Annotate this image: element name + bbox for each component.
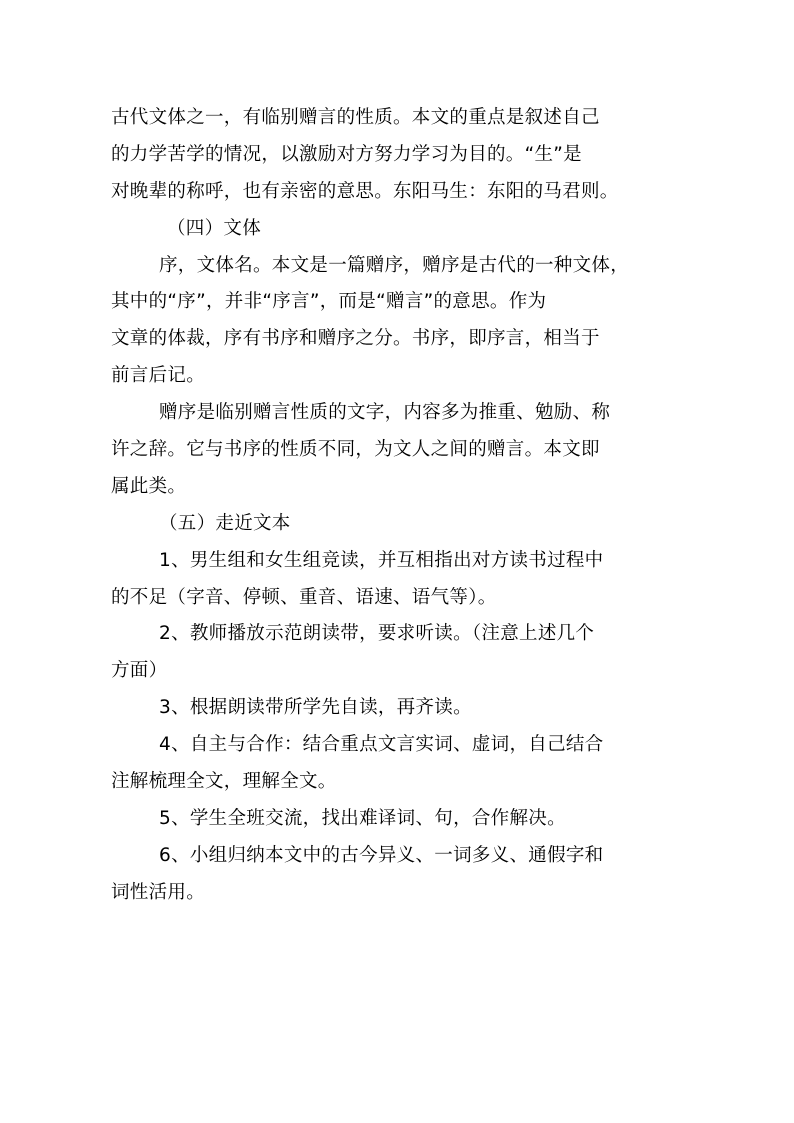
paragraph-line: 其中的“序”，并非“序言”，而是“赠言”的意思。作为 — [111, 291, 547, 313]
list-item-2: 2、教师播放示范朗读带，要求听读。（注意上述几个 — [159, 623, 595, 645]
list-item-4: 4、自主与合作：结合重点文言实词、虚词，自己结合 — [159, 734, 604, 756]
document-body — [111, 100, 686, 912]
list-item-5: 5、学生全班交流，找出难译词、句，合作解决。 — [159, 807, 566, 829]
list-item-4-cont: 注解梳理全文，理解全文。 — [111, 771, 337, 793]
list-item-1-cont: 的不足（字音、停顿、重音、语速、语气等）。 — [111, 586, 497, 608]
paragraph-line: 的力学苦学的情况，以激励对方努力学习为目的。“生”是 — [111, 143, 582, 165]
paragraph-line: 古代文体之一，有临别赠言的性质。本文的重点是叙述自己 — [111, 107, 600, 128]
paragraph-line: 序，文体名。本文是一篇赠序，赠序是古代的一种文体， — [159, 254, 630, 276]
list-item-6: 6、小组归纳本文中的古今异义、一词多义、通假字和 — [159, 844, 604, 866]
paragraph-line: 前言后记。 — [111, 365, 206, 387]
list-item-1: 1、男生组和女生组竞读，并互相指出对方读书过程中 — [159, 549, 604, 571]
section-heading-4: （四）文体 — [167, 217, 262, 239]
paragraph-line: 许之辞。它与书序的性质不同，为文人之间的赠言。本文即 — [111, 439, 600, 461]
paragraph-line: 属此类。 — [111, 475, 187, 497]
list-item-3: 3、根据朗读带所学先自读，再齐读。 — [159, 697, 472, 719]
section-heading-5: （五）走近文本 — [159, 512, 291, 534]
paragraph-line: 对晚辈的称呼，也有亲密的意思。东阳马生：东阳的马君则。 — [111, 180, 619, 202]
list-item-6-cont: 词性活用。 — [111, 881, 206, 903]
paragraph-line: 文章的体裁，序有书序和赠序之分。书序，即序言，相当于 — [111, 328, 600, 350]
list-item-2-cont: 方面） — [111, 660, 168, 682]
paragraph-line: 赠序是临别赠言性质的文字，内容多为推重、勉励、称 — [159, 402, 611, 424]
